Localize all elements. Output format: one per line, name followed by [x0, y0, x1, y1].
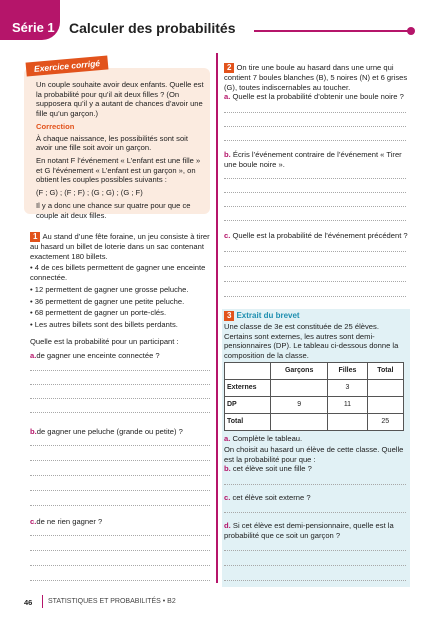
question-letter: a.	[224, 434, 231, 443]
exercise-3-intro: Une classe de 3e est constituée de 25 élèves. Certains sont externes, les autres sont demi-pensionnaires (DP). Le tableau ci-dessous donne la composition de la classe.	[224, 322, 399, 361]
question-letter: b.	[224, 464, 231, 473]
answer-line[interactable]	[224, 112, 406, 113]
exercise-number: 3	[224, 311, 234, 321]
exercise-1-intro-text: Au stand d’une fête foraine, un jeu consiste à tirer au hasard un billet de loterie dans un sac contenant exactement 180 billets.	[30, 232, 210, 261]
exercise-3-qb	[224, 464, 408, 474]
answer-line[interactable]	[30, 565, 210, 566]
answer-line[interactable]	[224, 580, 406, 581]
footer-section: STATISTIQUES ET PROBABILITÉS • B2	[48, 598, 176, 605]
title-rule-dot	[407, 27, 415, 35]
answer-line[interactable]	[30, 412, 210, 413]
series-tab	[0, 0, 60, 40]
table-cell[interactable]	[271, 380, 328, 397]
table-cell[interactable]	[367, 397, 403, 414]
question-text: de gagner une peluche (grande ou petite) ?	[36, 427, 183, 436]
table-cell: 25	[367, 414, 403, 431]
exercise-number: 1	[30, 232, 40, 242]
exercise-2-qa	[224, 92, 408, 102]
exercise-2-qb	[224, 150, 408, 169]
table-cell: 3	[328, 380, 367, 397]
list-item: • 68 permettent de gagner un porte-clés.	[30, 308, 167, 318]
answer-line[interactable]	[30, 475, 210, 476]
answer-line[interactable]	[30, 490, 210, 491]
footer-divider	[42, 595, 43, 608]
question-letter: c.	[224, 231, 231, 240]
exercise-1	[30, 232, 212, 332]
table-cell[interactable]	[367, 380, 403, 397]
question-text: Quelle est la probabilité d’obtenir une boule noire ?	[232, 92, 404, 101]
answer-line[interactable]	[30, 384, 210, 385]
class-composition-table	[224, 362, 404, 431]
answer-line[interactable]	[224, 565, 406, 566]
brevet-title: Extrait du brevet	[236, 311, 300, 320]
correction-paragraph: Il y a donc une chance sur quatre pour que ce couple ait deux filles.	[36, 200, 191, 220]
question-letter: b.	[224, 150, 231, 159]
question-letter: a.	[30, 351, 37, 360]
table-header-cell	[225, 363, 271, 380]
page-number: 46	[24, 598, 33, 607]
list-item: • 4 de ces billets permettent de gagner une enceinte connectée.	[30, 263, 206, 283]
answer-line[interactable]	[30, 460, 210, 461]
answer-line[interactable]	[224, 192, 406, 193]
question-text: de ne rien gagner ?	[36, 517, 103, 526]
table-row-header: Total	[225, 414, 271, 431]
series-label: Série 1	[12, 20, 55, 35]
exercise-2-intro	[224, 63, 408, 92]
question-text: cet élève soit externe ?	[232, 493, 311, 502]
answer-line[interactable]	[30, 445, 210, 446]
exercise-1-question: Quelle est la probabilité pour un participant :	[30, 337, 179, 346]
answer-line[interactable]	[224, 178, 406, 179]
table-header-cell: Filles	[328, 363, 367, 380]
exercise-1-qb	[30, 427, 212, 437]
corrected-exercise-text	[36, 80, 204, 223]
answer-line[interactable]	[224, 512, 406, 513]
exercise-number: 2	[224, 63, 234, 73]
answer-line[interactable]	[30, 535, 210, 536]
table-row	[225, 380, 404, 397]
question-letter: b.	[30, 427, 37, 436]
table-cell: 11	[328, 397, 367, 414]
exercise-1-qc	[30, 517, 212, 527]
answer-line[interactable]	[224, 220, 406, 221]
question-letter: a.	[224, 92, 231, 101]
column-divider	[216, 53, 218, 583]
table-cell: 9	[271, 397, 328, 414]
answer-line[interactable]	[224, 266, 406, 267]
answer-line[interactable]	[224, 140, 406, 141]
answer-line[interactable]	[224, 126, 406, 127]
title-rule	[254, 30, 409, 32]
corrected-exercise-badge-label: Exercice corrigé	[33, 57, 101, 74]
correction-paragraph: À chaque naissance, les possibilités sont soit avoir une fille soit avoir un garçon.	[36, 133, 188, 153]
page-title: Calculer des probabilités	[69, 20, 236, 36]
exercise-3-heading	[224, 311, 406, 321]
answer-line[interactable]	[30, 370, 210, 371]
exercise-2-intro-text: On tire une boule au hasard dans une urne qui contient 7 boules blanches (B), 5 noires (N) et 6 grises (G), toutes indiscernables au toucher.	[224, 63, 408, 92]
list-item: • Les autres billets sont des billets perdants.	[30, 320, 178, 330]
list-item: • 12 permettent de gagner une grosse peluche.	[30, 284, 189, 294]
correction-paragraph: (F ; G) ; (F ; F) ; (G ; G) ; (G ; F)	[36, 188, 143, 198]
table-row	[225, 414, 404, 431]
question-text: Écris l’événement contraire de l’événement « Tirer une boule noire ».	[224, 150, 402, 169]
answer-line[interactable]	[30, 398, 210, 399]
list-item: • 36 permettent de gagner une petite peluche.	[30, 296, 185, 306]
table-row	[225, 397, 404, 414]
answer-line[interactable]	[30, 505, 210, 506]
table-cell[interactable]	[328, 414, 367, 431]
exercise-3-qd	[224, 521, 408, 540]
question-text: cet élève soit une fille ?	[232, 464, 312, 473]
corrected-intro: Un couple souhaite avoir deux enfants. Quelle est la probabilité pour qu’il ait deux filles ? (On supposera qu’il y a autant de chances d’avoir une fille qu’un garçon.)	[36, 80, 204, 119]
answer-line[interactable]	[224, 251, 406, 252]
answer-line[interactable]	[224, 206, 406, 207]
exercise-1-qa	[30, 351, 212, 361]
correction-paragraph: En notant F l’événement « L’enfant est une fille » et G l’événement « L’enfant est un garçon », on obtient les couples possibles suivants :	[36, 156, 201, 185]
table-row-header: Externes	[225, 380, 271, 397]
question-text: Quelle est la probabilité de l’événement précédent ?	[232, 231, 408, 240]
question-letter: c.	[30, 517, 37, 526]
table-row	[225, 363, 404, 380]
answer-line[interactable]	[224, 296, 406, 297]
table-header-cell: Total	[367, 363, 403, 380]
exercise-2-qc	[224, 231, 408, 241]
table-header-cell: Garçons	[271, 363, 328, 380]
question-text: de gagner une enceinte connectée ?	[36, 351, 160, 360]
question-letter: c.	[224, 493, 231, 502]
table-row-header: DP	[225, 397, 271, 414]
exercise-3-qc	[224, 493, 408, 503]
correction-heading: Correction	[36, 121, 75, 131]
answer-line[interactable]	[224, 281, 406, 282]
table-cell[interactable]	[271, 414, 328, 431]
answer-line[interactable]	[30, 550, 210, 551]
answer-line[interactable]	[224, 550, 406, 551]
answer-line[interactable]	[30, 580, 210, 581]
exercise-3-mid: On choisit au hasard un élève de cette classe. Quelle est la probabilité pour que :	[224, 445, 404, 464]
exercise-1-intro	[30, 232, 212, 261]
question-text: Si cet élève est demi-pensionnaire, quelle est la probabilité que ce soit un garçon ?	[224, 521, 394, 540]
exercise-3-qa	[224, 434, 408, 444]
answer-line[interactable]	[224, 484, 406, 485]
question-text: Complète le tableau.	[232, 434, 303, 443]
question-letter: d.	[224, 521, 231, 530]
